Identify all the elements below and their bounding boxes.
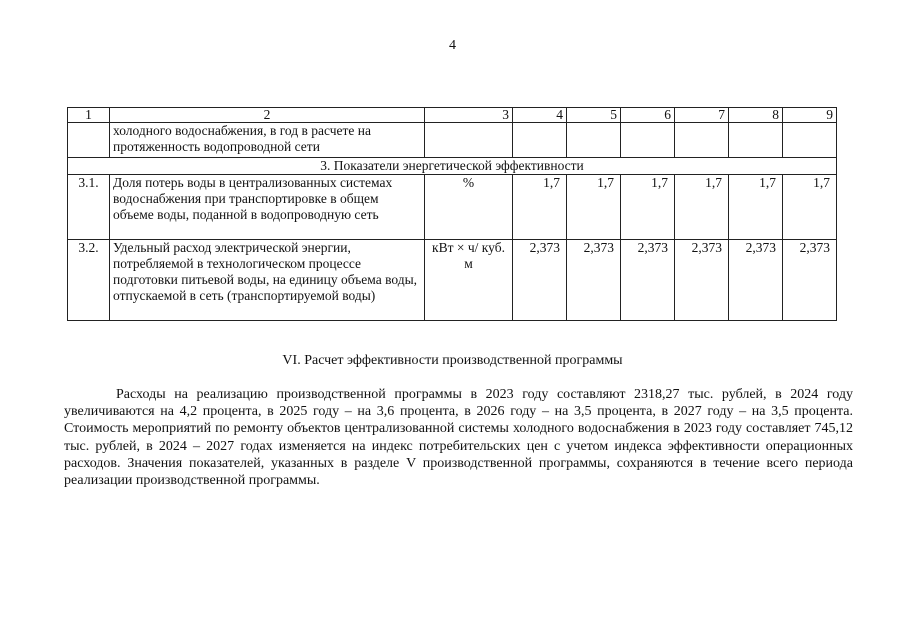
- value-cell: 2,373: [621, 240, 675, 321]
- value-cell: 1,7: [513, 175, 567, 240]
- value-cell: 2,373: [675, 240, 729, 321]
- indicator-name: Удельный расход электрической энергии, потребляемой в технологическом процессе подготовки питьевой воды, на единицу объема воды, отпускаемой в сеть (транспортируемой воды): [110, 240, 425, 321]
- section-heading: VI. Расчет эффективности производственной программы: [282, 353, 623, 368]
- header-cell: 5: [567, 108, 621, 123]
- header-cell: 3: [425, 108, 513, 123]
- section-title: 3. Показатели энергетической эффективности: [68, 158, 837, 175]
- table-section-row: [68, 158, 837, 175]
- header-cell: 4: [513, 108, 567, 123]
- table-row: [68, 175, 837, 240]
- unit: %: [425, 175, 513, 240]
- value-cell: 1,7: [783, 175, 837, 240]
- header-cell: 7: [675, 108, 729, 123]
- header-cell: 9: [783, 108, 837, 123]
- value-cell: 2,373: [783, 240, 837, 321]
- value-cell: 1,7: [729, 175, 783, 240]
- indicator-name: Доля потерь воды в централизованных системах водоснабжения при транспортировке в общем объеме воды, поданной в водопроводную сеть: [110, 175, 425, 240]
- header-cell: 1: [68, 108, 110, 123]
- page-number: 4: [449, 38, 456, 53]
- indicators-table: [67, 107, 837, 321]
- table-row: [68, 240, 837, 321]
- unit: кВт × ч/ куб. м: [425, 240, 513, 321]
- value-cell: 2,373: [513, 240, 567, 321]
- header-cell: 8: [729, 108, 783, 123]
- header-cell: 6: [621, 108, 675, 123]
- row-number: 3.1.: [68, 175, 110, 240]
- header-cell: 2: [110, 108, 425, 123]
- table-header-row: [68, 108, 837, 123]
- value-cell: 2,373: [567, 240, 621, 321]
- value-cell: 1,7: [567, 175, 621, 240]
- row-number: 3.2.: [68, 240, 110, 321]
- body-paragraph: Расходы на реализацию производственной программы в 2023 году составляют 2318,27 тыс. рублей, в 2024 году увеличиваются на 4,2 процента, в 2025 году – на 3,6 процента, в 2026 году – на 3,5 процента, в 2027 году – на 3,5 процента. Стоимость мероприятий по ремонту объектов централизованной системы холодного водоснабжения в 2023 году составляет 745,12 тыс. рублей, в 2024 – 2027 годах изменяется на индекс потребительских цен с учетом индекса эффективности операционных расходов. Значения показателей, указанных в разделе V производственной программы, сохраняются в течение всего периода реализации производственной программы.: [64, 387, 853, 489]
- continuation-text: холодного водоснабжения, в год в расчете на протяженность водопроводной сети: [110, 123, 425, 158]
- value-cell: 2,373: [729, 240, 783, 321]
- value-cell: 1,7: [621, 175, 675, 240]
- value-cell: 1,7: [675, 175, 729, 240]
- table-row-continuation: [68, 123, 837, 158]
